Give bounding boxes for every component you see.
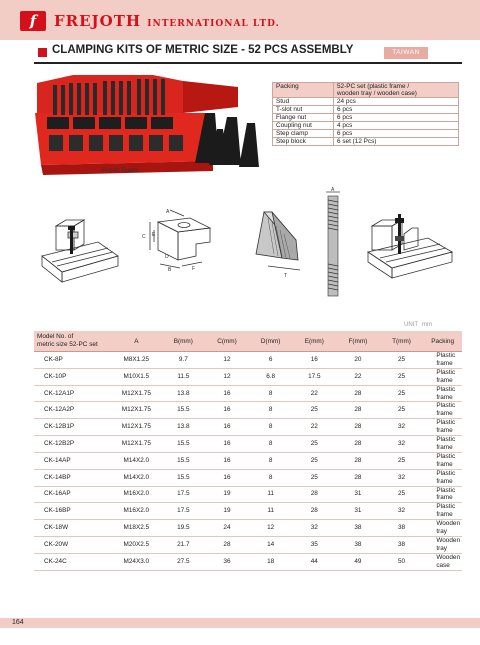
cell-m: CK-24C (34, 553, 111, 570)
cell-t: 38 (380, 536, 424, 553)
brand-main: FREJOTH (54, 12, 142, 30)
cell-f: 31 (336, 486, 380, 503)
table-row (34, 553, 462, 570)
cell-c: 28 (205, 536, 249, 553)
col-t: T(mm) (380, 331, 424, 352)
table-row (34, 368, 462, 385)
cell-c: 16 (205, 452, 249, 469)
cell-p: Plastic frame (423, 452, 462, 469)
cell-t: 32 (380, 436, 424, 453)
packing-value: 6 pcs (334, 106, 459, 114)
unit-value: mm (422, 322, 432, 328)
cell-d: 6.8 (249, 368, 293, 385)
cell-d: 12 (249, 520, 293, 537)
cell-e: 17.5 (293, 368, 337, 385)
packing-row (273, 130, 459, 138)
table-row (34, 503, 462, 520)
cell-b: 17.5 (162, 503, 206, 520)
cell-a: M14X2.0 (111, 452, 161, 469)
table-row (34, 402, 462, 419)
cell-d: 8 (249, 385, 293, 402)
cell-t: 32 (380, 469, 424, 486)
packing-value (334, 83, 459, 98)
cell-t: 32 (380, 503, 424, 520)
packing-row-header (273, 83, 459, 98)
table-row (34, 486, 462, 503)
dim-label-f: F (192, 266, 196, 272)
title-square-icon (38, 48, 47, 57)
col-e: E(mm) (293, 331, 337, 352)
packing-row (273, 114, 459, 122)
cell-e: 44 (293, 553, 337, 570)
cell-f: 28 (336, 436, 380, 453)
packing-value: 6 set (12 Pcs) (334, 138, 459, 146)
spec-table (34, 331, 462, 571)
cell-f: 31 (336, 503, 380, 520)
packing-key: Stud (273, 98, 334, 106)
drawing-clamp-assembly (364, 206, 456, 286)
page-number: 164 (12, 619, 24, 626)
cell-b: 17.5 (162, 486, 206, 503)
cell-f: 28 (336, 385, 380, 402)
cell-b: 11.5 (162, 368, 206, 385)
col-c: C(mm) (205, 331, 249, 352)
cell-p: Plastic frame (423, 385, 462, 402)
unit-label (404, 322, 432, 328)
cell-m: CK-10P (34, 368, 111, 385)
packing-value-line2: wooden tray / wooden case) (337, 90, 417, 97)
cell-p: Plastic frame (423, 402, 462, 419)
drawing-step-block (248, 208, 308, 280)
cell-p: Plastic frame (423, 419, 462, 436)
drawing-stud (318, 186, 348, 298)
cell-b: 15.5 (162, 402, 206, 419)
col-a: A (111, 331, 161, 352)
cell-d: 11 (249, 503, 293, 520)
cell-m: CK-20W (34, 536, 111, 553)
dim-label-c: C (142, 234, 146, 240)
cell-t: 50 (380, 553, 424, 570)
cell-c: 24 (205, 520, 249, 537)
cell-e: 22 (293, 385, 337, 402)
cell-f: 38 (336, 520, 380, 537)
cell-m: CK-16AP (34, 486, 111, 503)
cell-m: CK-18W (34, 520, 111, 537)
cell-a: M24X3.0 (111, 553, 161, 570)
cell-p: Plastic frame (423, 503, 462, 520)
cell-m: CK-14BP (34, 469, 111, 486)
packing-row (273, 138, 459, 146)
cell-a: M20X2.5 (111, 536, 161, 553)
packing-value: 6 pcs (334, 130, 459, 138)
cell-c: 19 (205, 486, 249, 503)
cell-a: M12X1.75 (111, 419, 161, 436)
cell-d: 8 (249, 419, 293, 436)
dim-label-e: E (152, 232, 156, 238)
cell-c: 16 (205, 385, 249, 402)
table-row (34, 385, 462, 402)
col-f: F(mm) (336, 331, 380, 352)
packing-key: Step clamp (273, 130, 334, 138)
packing-key: T-slot nut (273, 106, 334, 114)
cell-b: 13.8 (162, 419, 206, 436)
cell-e: 32 (293, 520, 337, 537)
cell-c: 16 (205, 419, 249, 436)
cell-e: 25 (293, 436, 337, 453)
col-d: D(mm) (249, 331, 293, 352)
cell-c: 16 (205, 436, 249, 453)
cell-a: M14X2.0 (111, 469, 161, 486)
spec-body (34, 352, 462, 571)
cell-b: 21.7 (162, 536, 206, 553)
drawing-clamp-dimensions (140, 208, 216, 272)
company-logo: f (20, 11, 46, 31)
table-row (34, 352, 462, 369)
cell-f: 28 (336, 419, 380, 436)
cell-b: 19.5 (162, 520, 206, 537)
spec-header-row (34, 331, 462, 352)
cell-p: Wooden case (423, 553, 462, 570)
cell-d: 14 (249, 536, 293, 553)
cell-p: Plastic frame (423, 436, 462, 453)
cell-a: M8X1.25 (111, 352, 161, 369)
cell-a: M16X2.0 (111, 486, 161, 503)
cell-e: 25 (293, 402, 337, 419)
cell-d: 8 (249, 436, 293, 453)
table-row (34, 520, 462, 537)
col-model (34, 331, 111, 352)
cell-t: 25 (380, 385, 424, 402)
cell-c: 12 (205, 352, 249, 369)
cell-t: 38 (380, 520, 424, 537)
table-row (34, 536, 462, 553)
cell-m: CK-12B2P (34, 436, 111, 453)
cell-m: CK-8P (34, 352, 111, 369)
cell-m: CK-12A2P (34, 402, 111, 419)
cell-t: 32 (380, 419, 424, 436)
packing-row (273, 106, 459, 114)
cell-a: M12X1.75 (111, 385, 161, 402)
origin-badge: TAIWAN (384, 47, 428, 59)
cell-e: 22 (293, 419, 337, 436)
table-row (34, 436, 462, 453)
packing-value-line1: 52-PC set (plastic frame / (337, 83, 410, 90)
photo-caption: Plastic Frame (102, 168, 139, 174)
cell-t: 25 (380, 486, 424, 503)
cell-f: 49 (336, 553, 380, 570)
unit-text: UNIT (404, 322, 418, 328)
page-title: CLAMPING KITS OF METRIC SIZE - 52 PCS ASSEMBLY (52, 44, 354, 56)
cell-a: M10X1.5 (111, 368, 161, 385)
cell-b: 13.8 (162, 385, 206, 402)
cell-e: 16 (293, 352, 337, 369)
cell-c: 16 (205, 469, 249, 486)
cell-a: M12X1.75 (111, 402, 161, 419)
cell-b: 9.7 (162, 352, 206, 369)
cell-a: M12X1.75 (111, 436, 161, 453)
packing-table (272, 82, 459, 146)
cell-t: 25 (380, 368, 424, 385)
cell-m: CK-12A1P (34, 385, 111, 402)
cell-d: 11 (249, 486, 293, 503)
cell-m: CK-12B1P (34, 419, 111, 436)
packing-value: 4 pcs (334, 122, 459, 130)
cell-b: 15.5 (162, 469, 206, 486)
cell-c: 19 (205, 503, 249, 520)
cell-p: Wooden tray (423, 536, 462, 553)
cell-f: 20 (336, 352, 380, 369)
cell-d: 6 (249, 352, 293, 369)
dim-label-a: A (166, 209, 170, 215)
drawing-clamp-setup (40, 212, 120, 288)
cell-e: 35 (293, 536, 337, 553)
cell-p: Plastic frame (423, 352, 462, 369)
cell-f: 38 (336, 536, 380, 553)
cell-t: 25 (380, 402, 424, 419)
packing-value: 6 pcs (334, 114, 459, 122)
cell-b: 15.5 (162, 436, 206, 453)
dim-label-d: D (165, 254, 169, 260)
cell-a: M18X2.5 (111, 520, 161, 537)
cell-e: 28 (293, 486, 337, 503)
cell-c: 12 (205, 368, 249, 385)
cell-e: 25 (293, 452, 337, 469)
table-row (34, 469, 462, 486)
packing-value: 24 pcs (334, 98, 459, 106)
cell-f: 22 (336, 368, 380, 385)
cell-p: Plastic frame (423, 486, 462, 503)
cell-d: 18 (249, 553, 293, 570)
cell-a: M16X2.0 (111, 503, 161, 520)
col-model-line1: Model No. of (37, 333, 74, 340)
cell-t: 25 (380, 452, 424, 469)
col-model-line2: metric size 52-PC set (37, 341, 98, 348)
packing-key: Flange nut (273, 114, 334, 122)
cell-d: 8 (249, 452, 293, 469)
packing-row (273, 98, 459, 106)
cell-b: 27.5 (162, 553, 206, 570)
cell-f: 28 (336, 452, 380, 469)
packing-key: Packing (273, 83, 334, 98)
dim-label-a-stud: A (331, 187, 335, 193)
packing-row (273, 122, 459, 130)
packing-key: Coupling nut (273, 122, 334, 130)
product-photo (33, 73, 261, 183)
cell-f: 28 (336, 469, 380, 486)
cell-m: CK-14AP (34, 452, 111, 469)
brand-name (54, 10, 280, 32)
cell-p: Plastic frame (423, 368, 462, 385)
cell-c: 16 (205, 402, 249, 419)
cell-e: 25 (293, 469, 337, 486)
dim-label-t: T (284, 273, 288, 279)
cell-f: 28 (336, 402, 380, 419)
col-b: B(mm) (162, 331, 206, 352)
cell-d: 8 (249, 469, 293, 486)
cell-p: Wooden tray (423, 520, 462, 537)
cell-e: 28 (293, 503, 337, 520)
cell-m: CK-16BP (34, 503, 111, 520)
cell-b: 15.5 (162, 452, 206, 469)
table-row (34, 419, 462, 436)
dim-label-b: B (168, 267, 172, 272)
cell-c: 36 (205, 553, 249, 570)
cell-t: 25 (380, 352, 424, 369)
cell-d: 8 (249, 402, 293, 419)
brand-sub: INTERNATIONAL LTD. (147, 19, 280, 29)
packing-key: Step block (273, 138, 334, 146)
cell-p: Plastic frame (423, 469, 462, 486)
table-row (34, 452, 462, 469)
col-packing: Packing (423, 331, 462, 352)
footer-band (0, 618, 480, 628)
